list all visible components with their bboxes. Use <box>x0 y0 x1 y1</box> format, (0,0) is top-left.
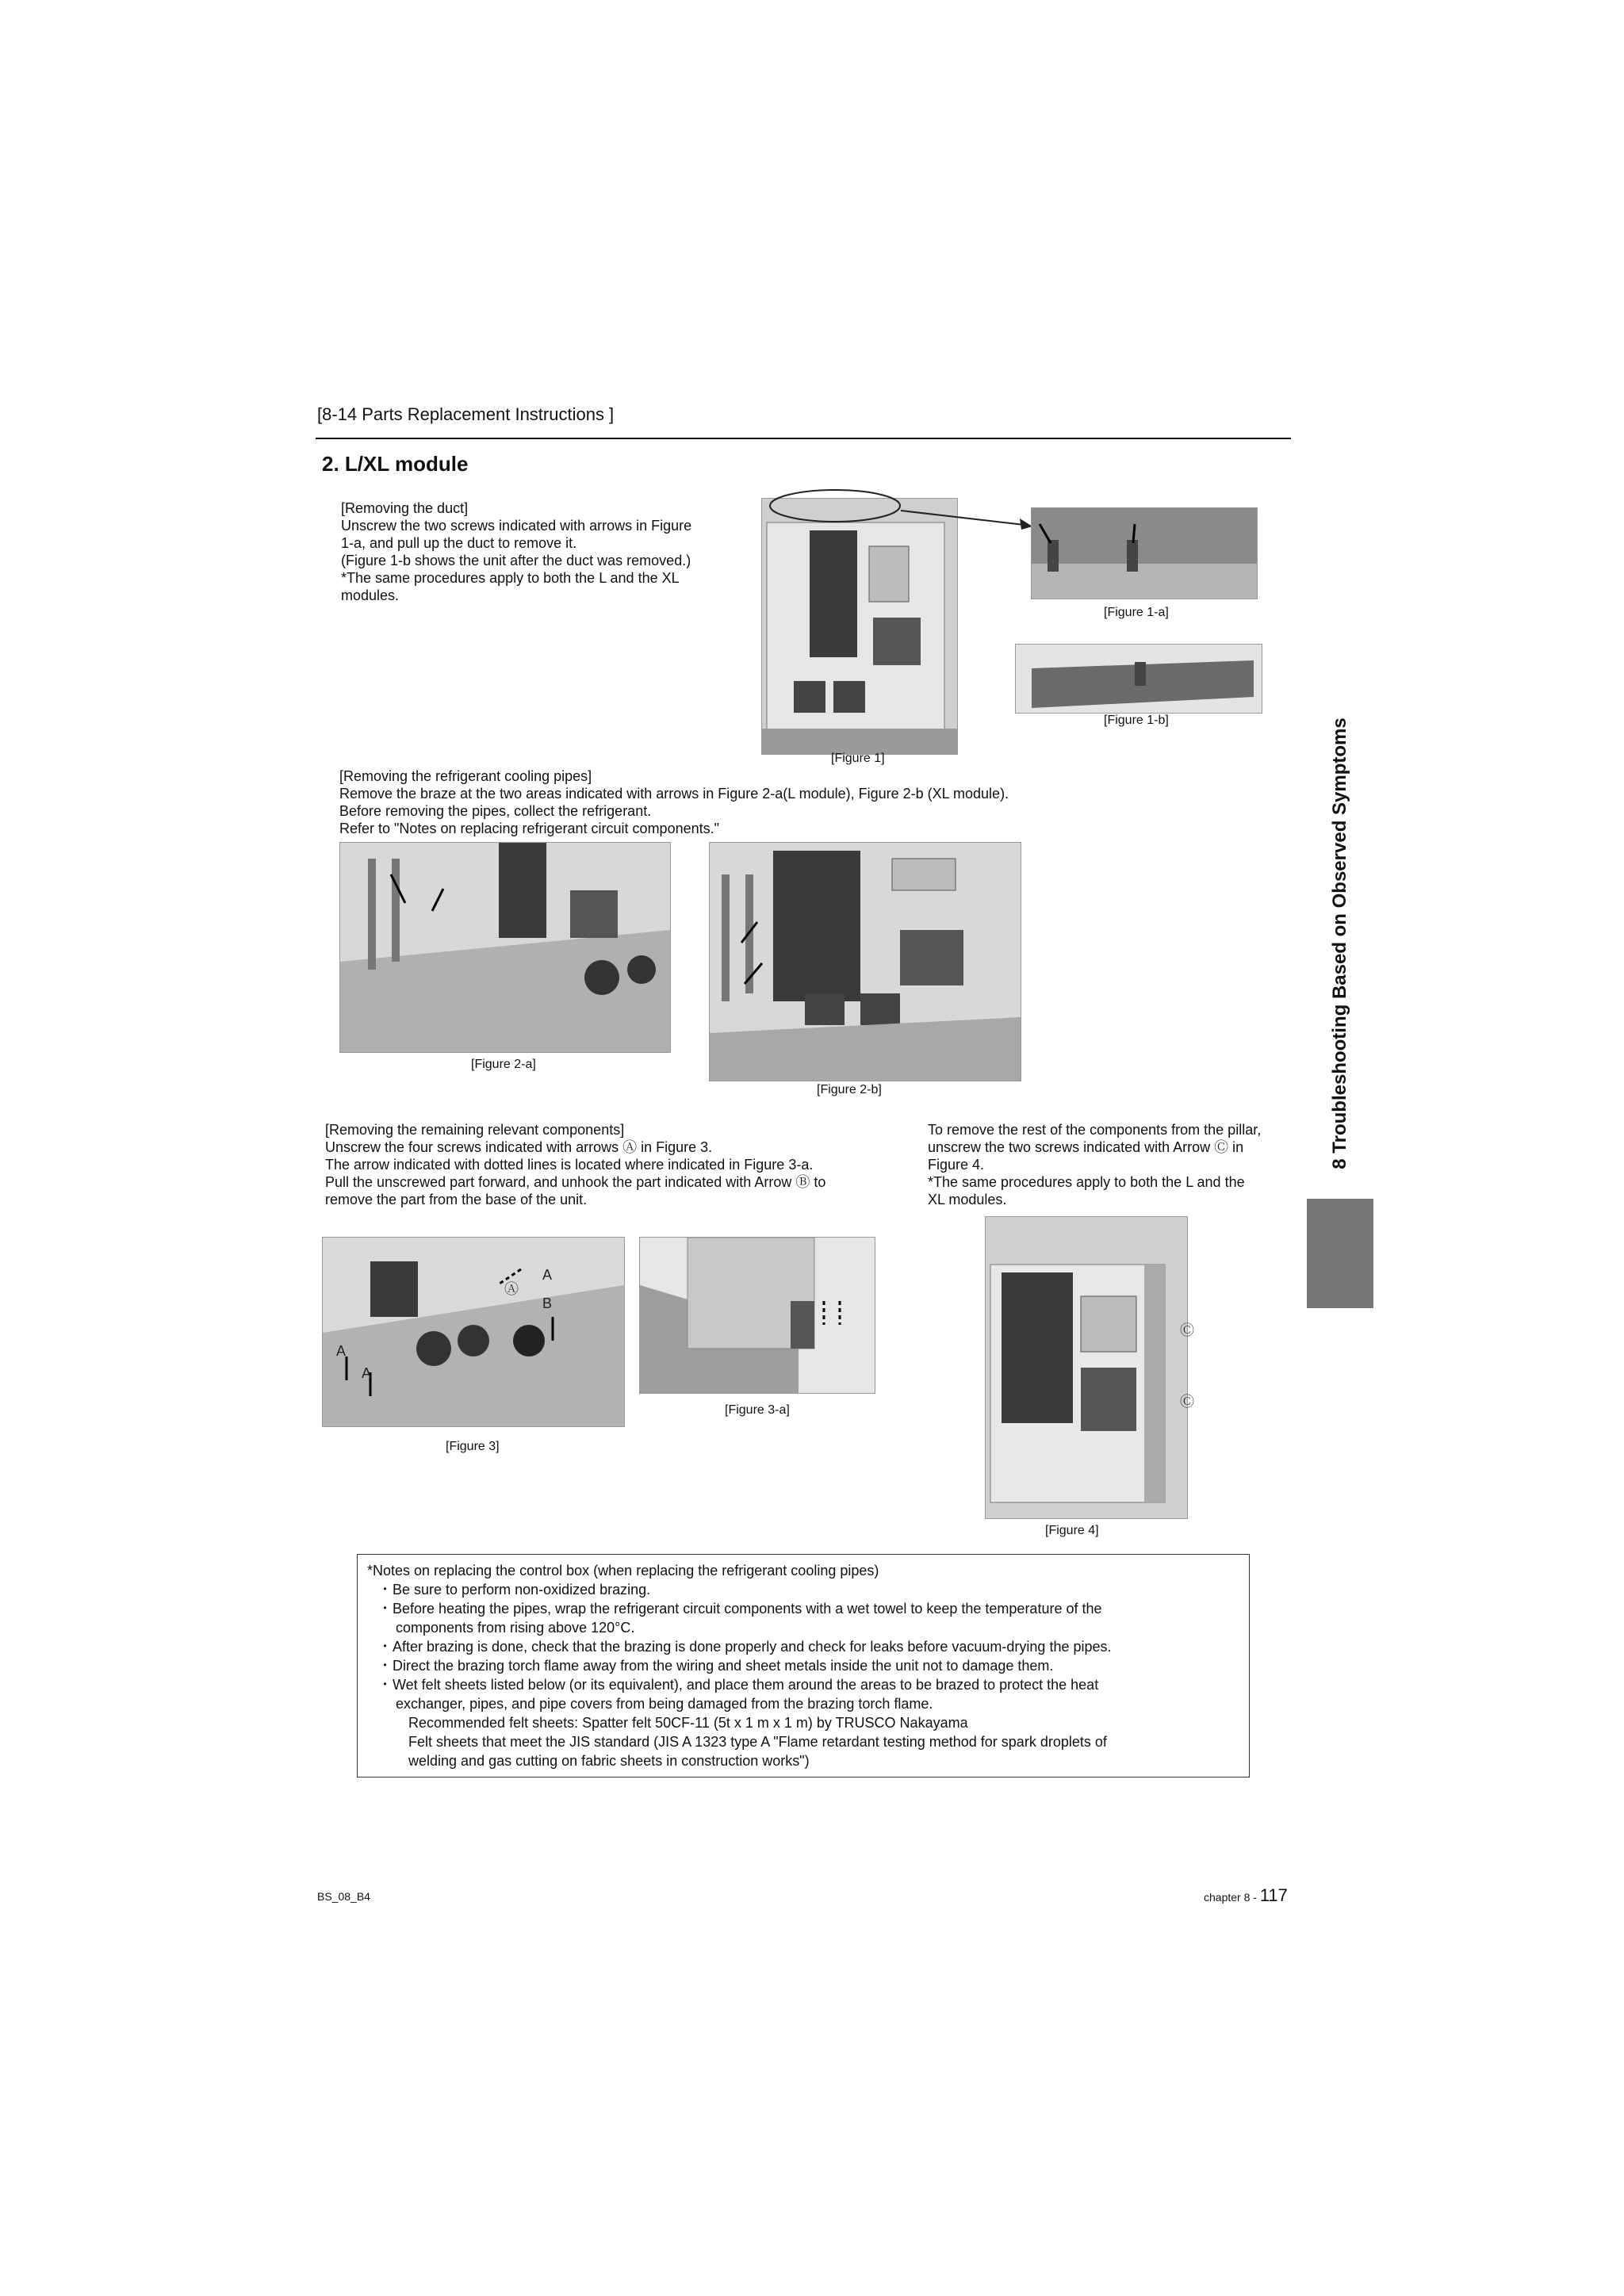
figure-1a-image <box>1031 507 1258 599</box>
arrow-c-marker: Ⓒ <box>1180 1394 1194 1410</box>
figure-3a-caption: [Figure 3-a] <box>725 1403 790 1417</box>
duct-line: 1-a, and pull up the duct to remove it. <box>341 535 577 551</box>
callout-arrow-icon <box>899 507 1034 531</box>
remaining-instructions <box>325 1121 825 1208</box>
duct-line: (Figure 1-b shows the unit after the duct was removed.) <box>341 553 691 568</box>
notes-item: ･ Wet felt sheets listed below (or its equivalent), and place them around the areas to be brazed to protect the heat <box>381 1677 1099 1693</box>
notes-item: ･ After brazing is done, check that the brazing is done properly and check for leaks before vacuum-drying the pipes. <box>381 1639 1112 1655</box>
remaining-line: The arrow indicated with dotted lines is located where indicated in Figure 3-a. <box>325 1157 814 1173</box>
duct-instructions <box>341 499 691 604</box>
arrow-a-label: A <box>362 1365 372 1381</box>
figure-2b-caption: [Figure 2-b] <box>817 1083 882 1096</box>
duct-heading: [Removing the duct] <box>341 500 469 516</box>
notes-item: Recommended felt sheets: Spatter felt 50CF-11 (5t x 1 m x 1 m) by TRUSCO Nakayama <box>408 1715 968 1731</box>
notes-box <box>357 1554 1250 1777</box>
figure-3a-image <box>639 1237 875 1394</box>
notes-item: exchanger, pipes, and pipe covers from being damaged from the brazing torch flame. <box>396 1696 933 1712</box>
remaining-line: Unscrew the four screws indicated with arrows Ⓐ in Figure 3. <box>325 1139 713 1155</box>
section-header: [8-14 Parts Replacement Instructions ] <box>317 404 615 424</box>
notes-item: Felt sheets that meet the JIS standard (JIS A 1323 type A "Flame retardant testing method for spark droplets of <box>408 1734 1107 1750</box>
arrow-a-label: A <box>542 1267 553 1283</box>
arrow-a-marker: Ⓐ <box>504 1281 519 1297</box>
page-footer <box>1204 1885 1288 1906</box>
arrow-c-marker: Ⓒ <box>1180 1322 1194 1338</box>
figure-3-image <box>322 1237 625 1427</box>
pipes-line: Remove the braze at the two areas indicated with arrows in Figure 2-a(L module), Figure 2-b (XL module). <box>339 786 1009 802</box>
duct-line: Unscrew the two screws indicated with arrows in Figure <box>341 518 692 534</box>
duct-line: modules. <box>341 587 400 603</box>
pillar-line: To remove the rest of the components from the pillar, <box>928 1122 1262 1138</box>
page-number: 117 <box>1259 1885 1288 1905</box>
figure-1a-caption: [Figure 1-a] <box>1104 606 1169 619</box>
notes-title: *Notes on replacing the control box (when replacing the refrigerant cooling pipes) <box>367 1563 879 1578</box>
pillar-line: unscrew the two screws indicated with Arrow Ⓒ in <box>928 1139 1244 1155</box>
pipes-line: Refer to "Notes on replacing refrigerant circuit components." <box>339 821 720 836</box>
chapter-label: chapter 8 - <box>1204 1891 1260 1904</box>
pillar-line: *The same procedures apply to both the L and the <box>928 1174 1245 1190</box>
notes-item: ･ Direct the brazing torch flame away from the wiring and sheet metals inside the unit not to damage them. <box>381 1658 1054 1674</box>
notes-item: welding and gas cutting on fabric sheets in construction works") <box>408 1753 810 1769</box>
figure-1b-image <box>1015 644 1262 714</box>
pillar-instructions <box>928 1121 1261 1208</box>
chapter-tab-marker <box>1307 1199 1373 1308</box>
figure-1-image <box>761 498 958 755</box>
figure-4-image <box>985 1216 1188 1519</box>
pipes-instructions <box>339 767 1009 837</box>
pillar-line: XL modules. <box>928 1192 1007 1207</box>
notes-item: ･ Be sure to perform non-oxidized brazing. <box>381 1582 651 1598</box>
pillar-line: Figure 4. <box>928 1157 985 1173</box>
remaining-line: remove the part from the base of the unit. <box>325 1192 588 1207</box>
notes-item: components from rising above 120°C. <box>396 1620 635 1636</box>
duct-highlight-ellipse <box>768 487 902 525</box>
figure-1b-caption: [Figure 1-b] <box>1104 714 1169 727</box>
notes-item: ･ Before heating the pipes, wrap the refrigerant circuit components with a wet towel to keep the temperature of the <box>381 1601 1102 1617</box>
arrow-b-label: B <box>542 1295 553 1311</box>
page-title: 2. L/XL module <box>322 452 469 476</box>
figure-2a-image <box>339 842 671 1053</box>
pipes-line: Before removing the pipes, collect the refrigerant. <box>339 803 652 819</box>
figure-3-caption: [Figure 3] <box>446 1440 500 1453</box>
remaining-line: Pull the unscrewed part forward, and unhook the part indicated with Arrow Ⓑ to <box>325 1174 826 1190</box>
figure-4-caption: [Figure 4] <box>1045 1524 1099 1537</box>
arrow-a-label: A <box>336 1343 347 1359</box>
pipes-heading: [Removing the refrigerant cooling pipes] <box>339 768 592 784</box>
chapter-sidebar-title: 8 Troubleshooting Based on Observed Symptoms <box>1329 718 1350 1169</box>
duct-line: *The same procedures apply to both the L and the XL <box>341 570 680 586</box>
figure-1-caption: [Figure 1] <box>831 752 885 765</box>
remaining-heading: [Removing the remaining relevant components] <box>325 1122 625 1138</box>
header-rule <box>316 438 1291 439</box>
document-code: BS_08_B4 <box>317 1890 370 1903</box>
figure-2a-caption: [Figure 2-a] <box>471 1058 536 1071</box>
figure-2b-image <box>709 842 1021 1081</box>
